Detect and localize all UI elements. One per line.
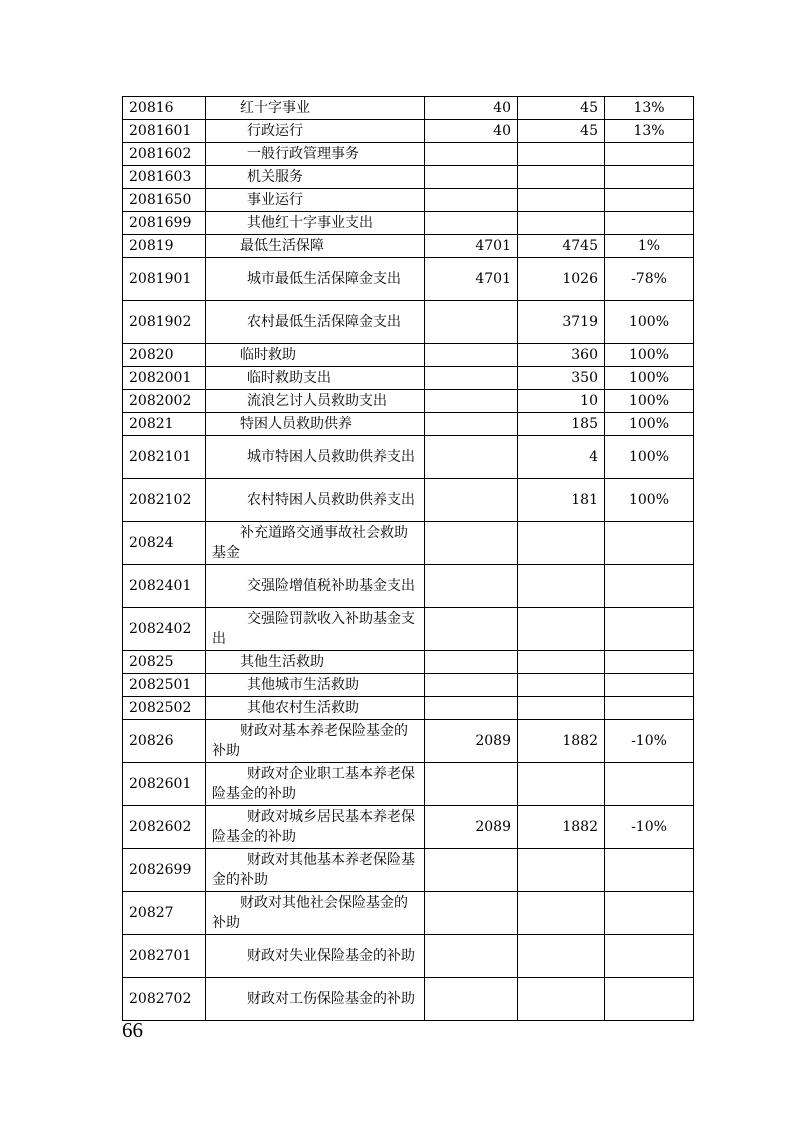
previous-amount-cell: 40 [425,120,518,143]
change-percent-cell: 100% [605,390,694,413]
item-name-cell: 其他生活救助 [206,651,425,674]
previous-amount-cell: 40 [425,97,518,120]
current-amount-cell: 360 [518,344,605,367]
code-cell: 2082102 [123,479,206,522]
previous-amount-cell [425,212,518,235]
table-row [123,720,694,763]
item-name-cell: 财政对企业职工基本养老保险基金的补助 [206,763,425,806]
table-row [123,935,694,978]
change-percent-cell: 100% [605,436,694,479]
previous-amount-cell [425,143,518,166]
code-cell: 2081901 [123,258,206,301]
table-row [123,806,694,849]
code-cell: 20821 [123,413,206,436]
previous-amount-cell: 2089 [425,720,518,763]
change-percent-cell [605,212,694,235]
item-name-cell: 流浪乞讨人员救助支出 [206,390,425,413]
code-cell: 20819 [123,235,206,258]
current-amount-cell [518,849,605,892]
current-amount-cell: 185 [518,413,605,436]
page-number: 66 [122,1018,143,1042]
code-cell: 20820 [123,344,206,367]
code-cell: 2081699 [123,212,206,235]
previous-amount-cell [425,522,518,565]
table-row [123,608,694,651]
item-name-cell: 城市最低生活保障金支出 [206,258,425,301]
change-percent-cell [605,892,694,935]
current-amount-cell [518,166,605,189]
code-cell: 2082602 [123,806,206,849]
current-amount-cell: 4745 [518,235,605,258]
change-percent-cell [605,849,694,892]
current-amount-cell [518,189,605,212]
current-amount-cell: 3719 [518,301,605,344]
change-percent-cell [605,674,694,697]
code-cell: 2081650 [123,189,206,212]
previous-amount-cell [425,674,518,697]
current-amount-cell [518,651,605,674]
change-percent-cell [605,935,694,978]
previous-amount-cell [425,344,518,367]
table-row [123,522,694,565]
code-cell: 2081601 [123,120,206,143]
change-percent-cell [605,522,694,565]
code-cell: 2081603 [123,166,206,189]
table-row [123,849,694,892]
change-percent-cell: 100% [605,413,694,436]
current-amount-cell: 1882 [518,806,605,849]
table-row [123,436,694,479]
code-cell: 2082701 [123,935,206,978]
previous-amount-cell [425,892,518,935]
change-percent-cell [605,978,694,1021]
table-row [123,301,694,344]
item-name-cell: 农村最低生活保障金支出 [206,301,425,344]
table-row [123,258,694,301]
previous-amount-cell [425,978,518,1021]
change-percent-cell [605,651,694,674]
current-amount-cell [518,212,605,235]
code-cell: 2082402 [123,608,206,651]
table-row [123,413,694,436]
change-percent-cell [605,143,694,166]
item-name-cell: 临时救助支出 [206,367,425,390]
table-row [123,978,694,1021]
current-amount-cell: 1882 [518,720,605,763]
current-amount-cell [518,892,605,935]
previous-amount-cell [425,565,518,608]
item-name-cell: 特困人员救助供养 [206,413,425,436]
current-amount-cell [518,565,605,608]
previous-amount-cell: 4701 [425,258,518,301]
current-amount-cell: 45 [518,120,605,143]
item-name-cell: 其他农村生活救助 [206,697,425,720]
current-amount-cell [518,978,605,1021]
current-amount-cell: 181 [518,479,605,522]
budget-table [122,96,694,1021]
change-percent-cell: -78% [605,258,694,301]
item-name-cell: 行政运行 [206,120,425,143]
change-percent-cell: 100% [605,479,694,522]
previous-amount-cell [425,436,518,479]
previous-amount-cell [425,935,518,978]
code-cell: 2082001 [123,367,206,390]
item-name-cell: 补充道路交通事故社会救助基金 [206,522,425,565]
change-percent-cell: 1% [605,235,694,258]
code-cell: 2082702 [123,978,206,1021]
table-row [123,235,694,258]
previous-amount-cell [425,166,518,189]
code-cell: 2081602 [123,143,206,166]
item-name-cell: 最低生活保障 [206,235,425,258]
item-name-cell: 红十字事业 [206,97,425,120]
current-amount-cell: 4 [518,436,605,479]
previous-amount-cell [425,608,518,651]
table-body [123,97,694,1021]
code-cell: 20816 [123,97,206,120]
change-percent-cell: -10% [605,806,694,849]
item-name-cell: 机关服务 [206,166,425,189]
item-name-cell: 临时救助 [206,344,425,367]
previous-amount-cell [425,849,518,892]
current-amount-cell [518,697,605,720]
code-cell: 2082501 [123,674,206,697]
current-amount-cell: 45 [518,97,605,120]
previous-amount-cell: 2089 [425,806,518,849]
change-percent-cell [605,697,694,720]
item-name-cell: 交强险罚款收入补助基金支出 [206,608,425,651]
previous-amount-cell [425,367,518,390]
table-row [123,892,694,935]
table-row [123,120,694,143]
current-amount-cell [518,143,605,166]
code-cell: 2081902 [123,301,206,344]
table-row [123,390,694,413]
code-cell: 2082502 [123,697,206,720]
current-amount-cell [518,608,605,651]
change-percent-cell: 100% [605,301,694,344]
code-cell: 2082002 [123,390,206,413]
item-name-cell: 事业运行 [206,189,425,212]
current-amount-cell [518,522,605,565]
current-amount-cell: 10 [518,390,605,413]
code-cell: 20826 [123,720,206,763]
table-row [123,212,694,235]
table-row [123,344,694,367]
item-name-cell: 交强险增值税补助基金支出 [206,565,425,608]
previous-amount-cell: 4701 [425,235,518,258]
item-name-cell: 财政对其他基本养老保险基金的补助 [206,849,425,892]
change-percent-cell [605,763,694,806]
table-row [123,479,694,522]
item-name-cell: 其他红十字事业支出 [206,212,425,235]
item-name-cell: 城市特困人员救助供养支出 [206,436,425,479]
item-name-cell: 财政对失业保险基金的补助 [206,935,425,978]
previous-amount-cell [425,651,518,674]
item-name-cell: 财政对基本养老保险基金的补助 [206,720,425,763]
code-cell: 2082699 [123,849,206,892]
change-percent-cell [605,565,694,608]
current-amount-cell: 1026 [518,258,605,301]
table-row [123,651,694,674]
item-name-cell: 农村特困人员救助供养支出 [206,479,425,522]
change-percent-cell [605,189,694,212]
change-percent-cell: 13% [605,120,694,143]
code-cell: 20825 [123,651,206,674]
code-cell: 20827 [123,892,206,935]
table-row [123,97,694,120]
code-cell: 2082601 [123,763,206,806]
table-row [123,697,694,720]
table-row [123,189,694,212]
previous-amount-cell [425,763,518,806]
previous-amount-cell [425,390,518,413]
table-row [123,763,694,806]
table-row [123,674,694,697]
previous-amount-cell [425,697,518,720]
current-amount-cell [518,763,605,806]
item-name-cell: 财政对城乡居民基本养老保险基金的补助 [206,806,425,849]
current-amount-cell: 350 [518,367,605,390]
change-percent-cell: 100% [605,344,694,367]
code-cell: 20824 [123,522,206,565]
change-percent-cell [605,166,694,189]
change-percent-cell [605,608,694,651]
item-name-cell: 一般行政管理事务 [206,143,425,166]
previous-amount-cell [425,413,518,436]
change-percent-cell: 100% [605,367,694,390]
change-percent-cell: 13% [605,97,694,120]
previous-amount-cell [425,479,518,522]
previous-amount-cell [425,301,518,344]
code-cell: 2082401 [123,565,206,608]
item-name-cell: 财政对其他社会保险基金的补助 [206,892,425,935]
table-row [123,565,694,608]
current-amount-cell [518,674,605,697]
current-amount-cell [518,935,605,978]
item-name-cell: 财政对工伤保险基金的补助 [206,978,425,1021]
item-name-cell: 其他城市生活救助 [206,674,425,697]
table-row [123,166,694,189]
code-cell: 2082101 [123,436,206,479]
previous-amount-cell [425,189,518,212]
change-percent-cell: -10% [605,720,694,763]
table-row [123,367,694,390]
table-row [123,143,694,166]
